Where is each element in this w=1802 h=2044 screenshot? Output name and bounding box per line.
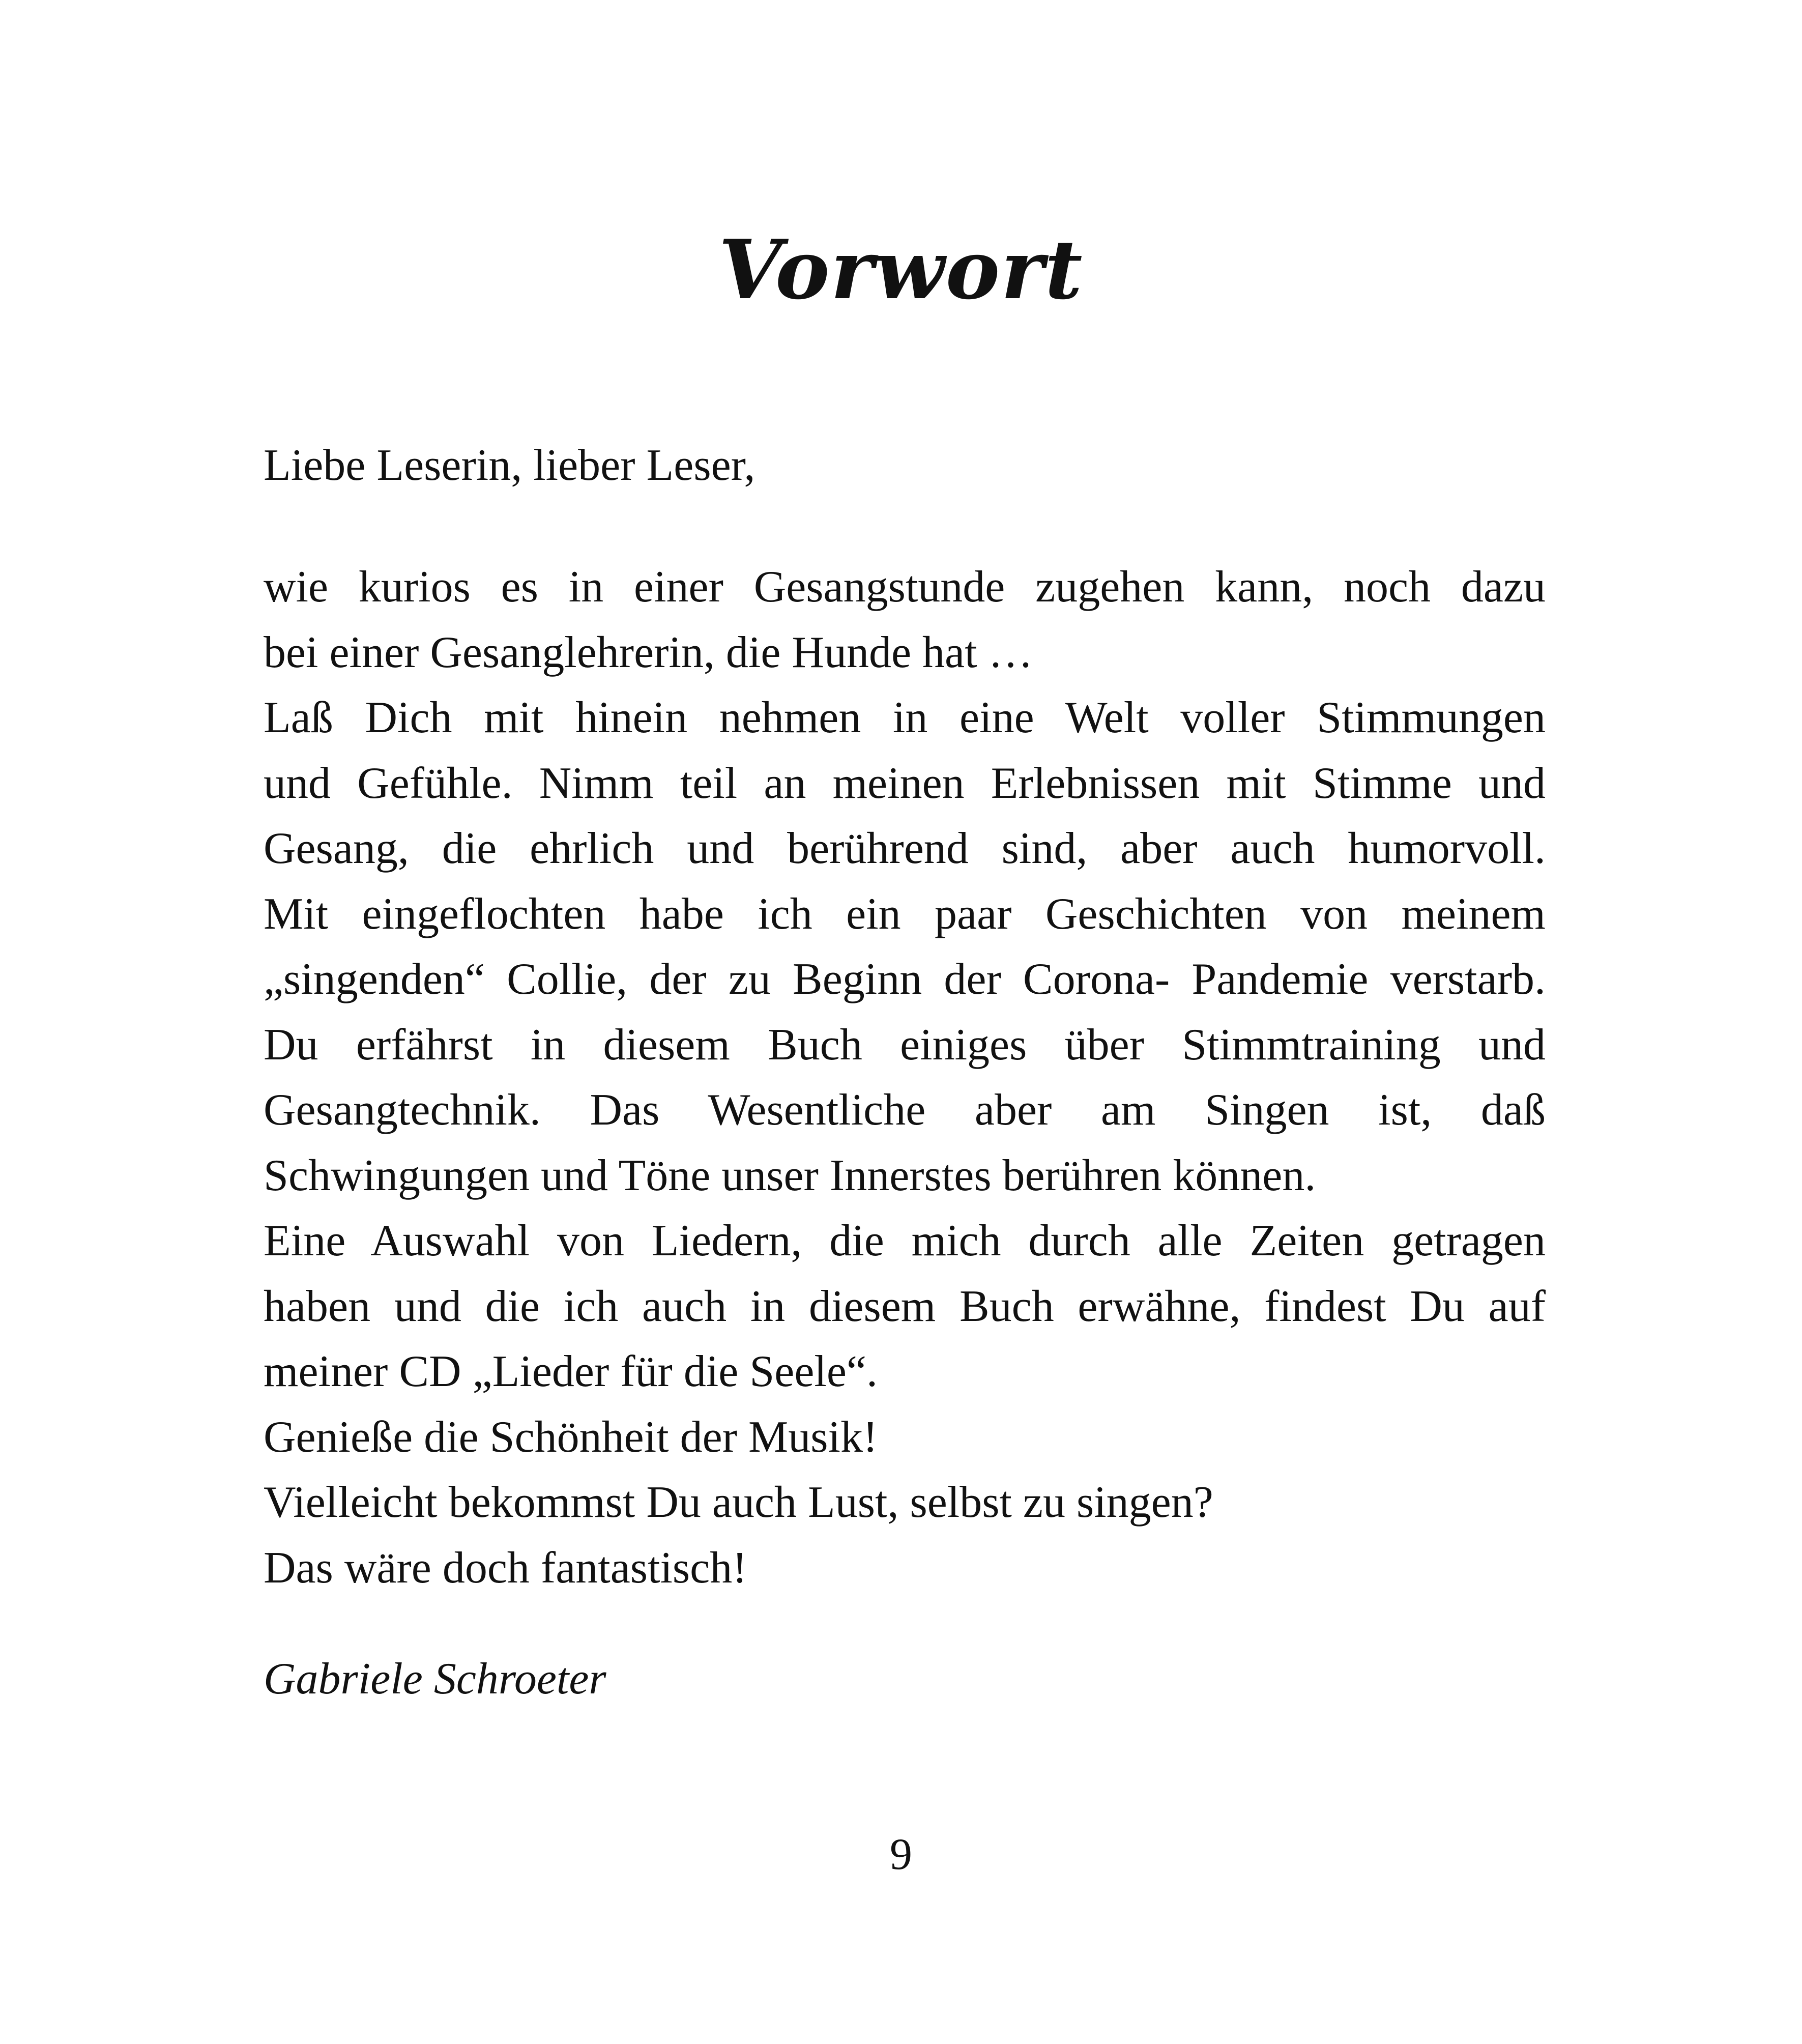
page-title: Vorwort xyxy=(718,222,1084,318)
body-line: bei einer Gesanglehrerin, die Hunde hat … xyxy=(264,627,1033,677)
page-number: 9 xyxy=(890,1830,912,1879)
body-paragraph xyxy=(264,555,1546,1601)
body-line: haben und die ich auch in diesem Buch erwähne, findest Du auf xyxy=(264,1281,1546,1331)
body-line: und Gefühle. Nimm teil an meinen Erlebnissen mit Stimme und xyxy=(264,758,1546,808)
body-line: meiner CD „Lieder für die Seele“. xyxy=(264,1347,878,1396)
body-line: Genieße die Schönheit der Musik! xyxy=(264,1412,878,1462)
author-signature: Gabriele Schroeter xyxy=(264,1654,606,1704)
body-line: Das wäre doch fantastisch! xyxy=(264,1543,747,1593)
body-line: Du erfährst in diesem Buch einiges über Stimmtraining und xyxy=(264,1020,1546,1070)
body-line: wie kurios es in einer Gesangstunde zugehen kann, noch dazu xyxy=(264,562,1546,612)
body-line: Eine Auswahl von Liedern, die mich durch alle Zeiten getragen xyxy=(264,1216,1546,1265)
body-line: Gesang, die ehrlich und berührend sind, aber auch humorvoll. xyxy=(264,824,1546,873)
salutation: Liebe Leserin, lieber Leser, xyxy=(264,441,755,490)
body-line: Vielleicht bekommst Du auch Lust, selbst zu singen? xyxy=(264,1478,1213,1527)
body-line: „singenden“ Collie, der zu Beginn der Corona- Pandemie verstarb. xyxy=(264,955,1546,1004)
body-line: Schwingungen und Töne unser Innerstes berühren können. xyxy=(264,1150,1316,1200)
body-line: Mit eingeflochten habe ich ein paar Geschichten von meinem xyxy=(264,889,1546,939)
body-line: Gesangtechnik. Das Wesentliche aber am Singen ist, daß xyxy=(264,1085,1546,1135)
body-line: Laß Dich mit hinein nehmen in eine Welt voller Stimmungen xyxy=(264,693,1546,742)
